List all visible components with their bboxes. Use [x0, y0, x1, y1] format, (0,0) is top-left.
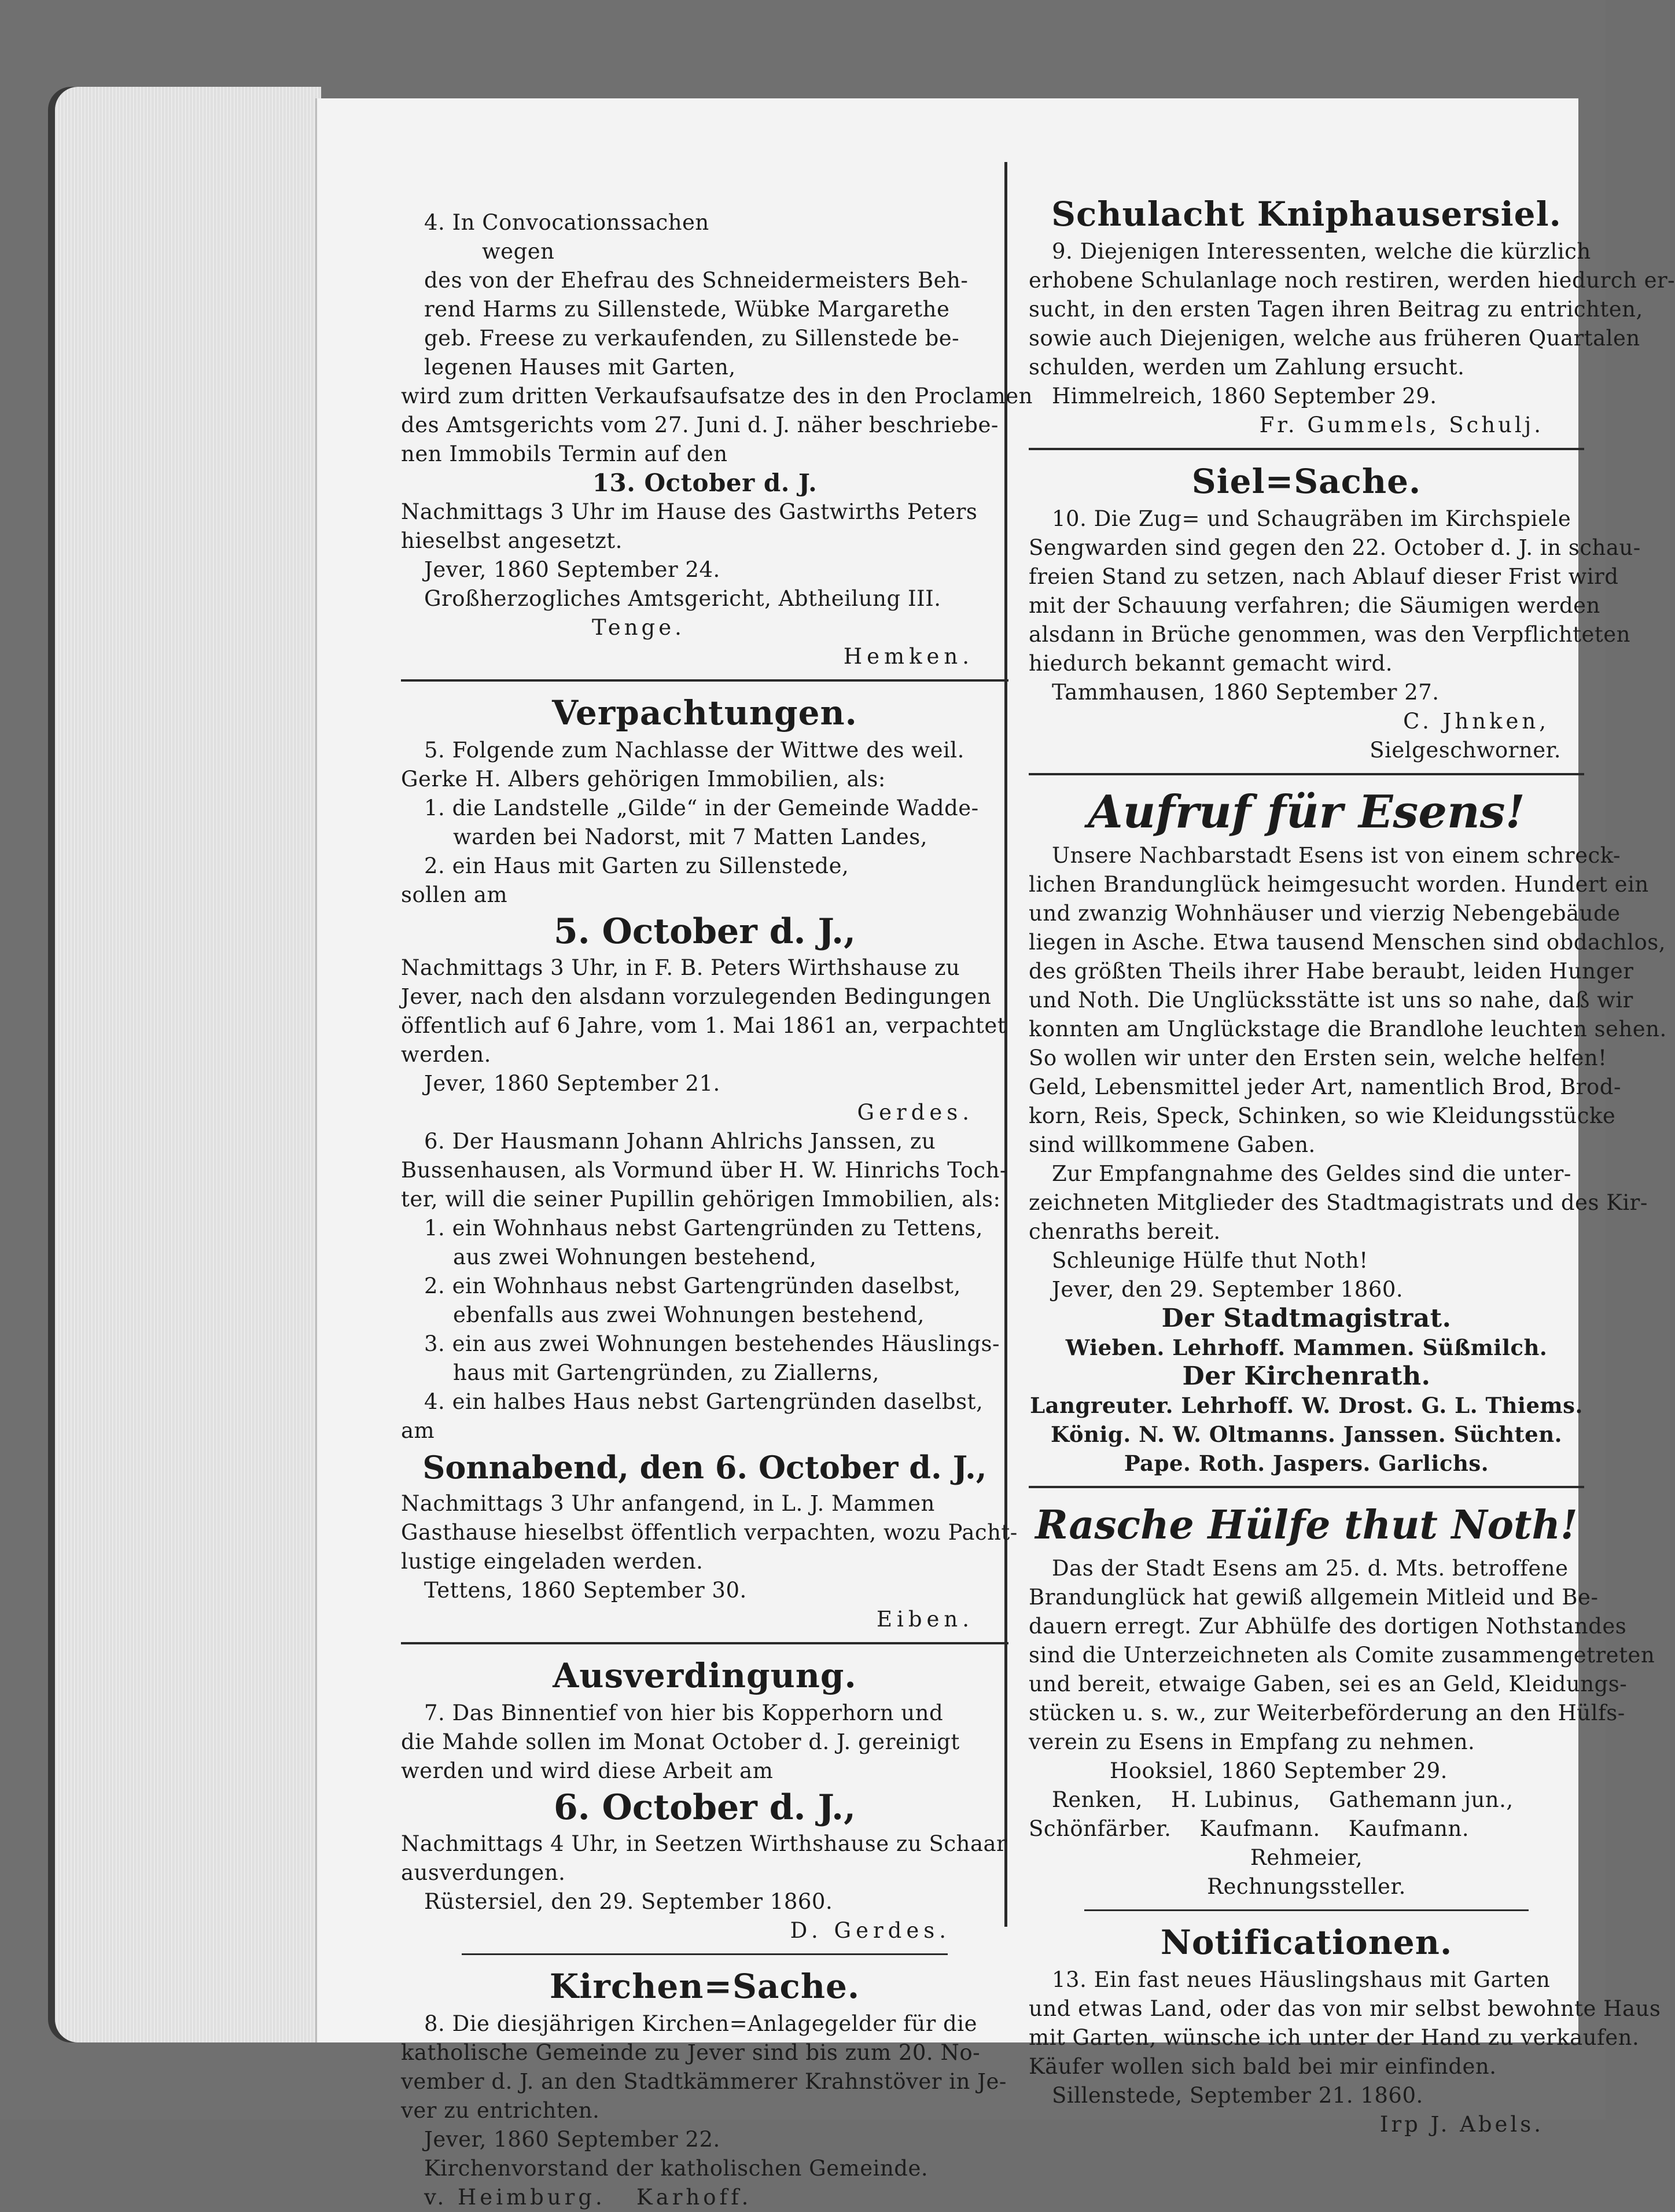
text-line: Nachmittags 3 Uhr im Hause des Gastwirths Peters [401, 499, 978, 524]
appeal-heading: Rasche Hülfe thut Noth! [1035, 1502, 1578, 1548]
signature: Eiben. [876, 1607, 974, 1632]
text-line: am [401, 1418, 435, 1443]
signature: Fr. Gummels, Schulj. [1259, 413, 1544, 437]
text-line: sollen am [401, 882, 508, 907]
text-line: Bussenhausen, als Vormund über H. W. Hinrichs Toch- [401, 1158, 1007, 1183]
text-line: 4. ein halbes Haus nebst Gartengründen daselbst, [424, 1389, 984, 1414]
text-line: ebenfalls aus zwei Wohnungen bestehend, [453, 1302, 925, 1327]
text-line: wegen [482, 239, 555, 264]
appeal-heading: Aufruf für Esens! [1088, 786, 1525, 838]
text-line: zeichneten Mitglieder des Stadtmagistrats und des Kir- [1029, 1190, 1648, 1215]
text-line: 7. Das Binnentief von hier bis Kopperhorn und [424, 1701, 944, 1725]
text-line: hiedurch bekannt gemacht wird. [1029, 651, 1393, 676]
text-line: chenraths bereit. [1029, 1219, 1221, 1244]
signature: Rehmeier, [1250, 1845, 1363, 1870]
text-line: und etwas Land, oder das von mir selbst bewohnte Haus [1029, 1996, 1661, 2021]
text-line: alsdann in Brüche genommen, was den Verpflichteten [1029, 622, 1631, 647]
notice-date: 6. October d. J., [554, 1787, 856, 1828]
text-line: wird zum dritten Verkaufsaufsatze des in den Proclamen [401, 384, 1033, 408]
text-line: Geld, Lebensmittel jeder Art, namentlich Brod, Brod- [1029, 1074, 1621, 1099]
text-line: Jever, 1860 September 24. [424, 557, 720, 582]
text-line: liegen in Asche. Etwa tausend Menschen sind obdachlos, [1029, 930, 1666, 955]
text-line: Schleunige Hülfe thut Noth! [1052, 1248, 1368, 1273]
text-line: ausverdungen. [401, 1860, 566, 1885]
section-notificationen [1029, 1919, 1661, 2139]
text-line: Tammhausen, 1860 September 27. [1052, 680, 1440, 705]
signature-title: Schönfärber. Kaufmann. Kaufmann. [1029, 1816, 1470, 1841]
signature: Tenge. [592, 615, 685, 640]
signatory-names: Pape. Roth. Jaspers. Garlichs. [1124, 1451, 1489, 1476]
section-heading: Verpachtungen. [552, 693, 857, 733]
signature-title: Sielgeschworner. [1370, 738, 1561, 763]
text-line: Das der Stadt Esens am 25. d. Mts. betroffene [1052, 1556, 1569, 1581]
signature: Renken, H. Lubinus, Gathemann jun., [1052, 1787, 1514, 1812]
notice-date: 5. October d. J., [554, 911, 856, 952]
signature: C. Jhnken, [1403, 709, 1549, 734]
text-line: ter, will die seiner Pupillin gehörigen Immobilien, als: [401, 1187, 1001, 1212]
text-line: Jever, nach den alsdann vorzulegenden Bedingungen [401, 984, 992, 1009]
section-rule [1029, 773, 1584, 775]
text-line: Jever, 1860 September 22. [424, 2127, 720, 2152]
text-line: werden. [401, 1042, 491, 1067]
section-heading: Kirchen=Sache. [549, 1967, 860, 2006]
signature: Gerdes. [857, 1100, 974, 1125]
text-line: freien Stand zu setzen, nach Ablauf dieser Frist wird [1029, 564, 1619, 589]
text-line: 8. Die diesjährigen Kirchen=Anlagegelder für die [424, 2011, 977, 2036]
section-rule [1029, 448, 1584, 450]
text-line: Nachmittags 4 Uhr, in Seetzen Wirthshause zu Schaar [401, 1831, 1007, 1856]
text-line: mit der Schauung verfahren; die Säumigen werden [1029, 593, 1600, 618]
book-page-edges [55, 87, 321, 2042]
text-line: Hooksiel, 1860 September 29. [1110, 1758, 1448, 1783]
text-line: des von der Ehefrau des Schneidermeisters Beh- [424, 268, 969, 293]
text-line: werden und wird diese Arbeit am [401, 1758, 774, 1783]
text-line: Zur Empfangnahme des Geldes sind die unter- [1052, 1161, 1571, 1186]
text-line: 13. Ein fast neues Häuslingshaus mit Garten [1052, 1967, 1551, 1992]
section-kirchen [401, 1963, 1008, 2212]
text-line: sucht, in den ersten Tagen ihren Beitrag zu entrichten, [1029, 297, 1643, 322]
text-line: des Amtsgerichts vom 27. Juni d. J. näher beschriebe- [401, 413, 999, 437]
text-line: Käufer wollen sich bald bei mir einfinden. [1029, 2054, 1497, 2079]
text-line: legenen Hauses mit Garten, [424, 355, 736, 380]
text-line: Himmelreich, 1860 September 29. [1052, 384, 1437, 408]
text-line: lichen Brandunglück heimgesucht worden. Hundert ein [1029, 872, 1649, 897]
text-line: Nachmittags 3 Uhr anfangend, in L. J. Mammen [401, 1491, 935, 1516]
text-line: konnten am Unglückstage die Brandlohe leuchten sehen. [1029, 1017, 1667, 1041]
signature: D. Gerdes. [790, 1918, 951, 1943]
text-line: vember d. J. an den Stadtkämmerer Krahnstöver in Je- [401, 2069, 1007, 2094]
text-line: stücken u. s. w., zur Weiterbeförderung an den Hülfs- [1029, 1701, 1625, 1725]
text-line: Großherzogliches Amtsgericht, Abtheilung III. [424, 586, 941, 611]
text-line: geb. Freese zu verkaufenden, zu Sillenstede be- [424, 326, 960, 351]
text-line: Tettens, 1860 September 30. [424, 1578, 747, 1603]
text-line: die Mahde sollen im Monat October d. J. gereinigt [401, 1729, 960, 1754]
section-rule [1084, 1909, 1529, 1911]
text-line: dauern erregt. Zur Abhülfe des dortigen Nothstandes [1029, 1614, 1627, 1639]
notice-4 [401, 208, 1033, 671]
signature: Irp J. Abels. [1379, 2112, 1544, 2137]
text-line: 10. Die Zug= und Schaugräben im Kirchspiele [1052, 506, 1571, 531]
text-line: 3. ein aus zwei Wohnungen bestehendes Häuslings- [424, 1331, 1000, 1356]
text-line: hieselbst angesetzt. [401, 528, 623, 553]
text-line: und zwanzig Wohnhäuser und vierzig Nebengebäude [1029, 901, 1621, 926]
notice-date: 13. October d. J. [592, 469, 818, 497]
text-line: und bereit, etwaige Gaben, sei es an Geld, Kleidungs- [1029, 1672, 1628, 1696]
section-heading: Notificationen. [1160, 1923, 1453, 1962]
text-line: ver zu entrichten. [401, 2098, 600, 2123]
text-line: 5. Folgende zum Nachlasse der Wittwe des weil. [424, 738, 964, 763]
text-line: mit Garten, wünsche ich unter der Hand zu verkaufen. [1029, 2025, 1640, 2050]
text-line: 1. die Landstelle „Gilde“ in der Gemeinde Wadde- [424, 796, 979, 820]
text-line: Sillenstede, September 21. 1860. [1052, 2083, 1423, 2108]
section-verpachtungen [401, 690, 1018, 1634]
section-heading: Schulacht Kniphausersiel. [1051, 194, 1562, 234]
section-rule [1029, 1486, 1584, 1488]
signatory-group: Der Kirchenrath. [1182, 1361, 1431, 1391]
text-line: öffentlich auf 6 Jahre, vom 1. Mai 1861 an, verpachtet [401, 1013, 1007, 1038]
text-line: 2. ein Haus mit Garten zu Sillenstede, [424, 853, 849, 878]
text-line: lustige eingeladen werden. [401, 1549, 704, 1574]
text-line: 1. ein Wohnhaus nebst Gartengründen zu Tettens, [424, 1216, 983, 1241]
section-heading: Siel=Sache. [1191, 462, 1422, 501]
text-line: 4. In Convocationssachen [424, 210, 709, 235]
section-siel [1029, 458, 1641, 765]
section-rule [401, 1642, 1008, 1644]
signatory-names: König. N. W. Oltmanns. Janssen. Süchten. [1051, 1422, 1562, 1447]
text-line: aus zwei Wohnungen bestehend, [453, 1245, 817, 1269]
text-line: erhobene Schulanlage noch restiren, werden hiedurch er- [1029, 268, 1675, 293]
section-schulacht [1029, 191, 1675, 440]
text-line: schulden, werden um Zahlung ersucht. [1029, 355, 1465, 380]
text-line: rend Harms zu Sillenstede, Wübke Margarethe [424, 297, 950, 322]
text-line: Brandunglück hat gewiß allgemein Mitleid und Be- [1029, 1585, 1599, 1610]
text-line: 6. Der Hausmann Johann Ahlrichs Janssen, zu [424, 1129, 936, 1154]
text-line: Rüstersiel, den 29. September 1860. [424, 1889, 833, 1914]
text-line: Gerke H. Albers gehörigen Immobilien, als: [401, 767, 886, 792]
signature-title: Rechnungssteller. [1207, 1874, 1406, 1899]
text-line: Unsere Nachbarstadt Esens ist von einem schreck- [1052, 843, 1621, 868]
signature: Hemken. [843, 644, 974, 669]
text-line: So wollen wir unter den Ersten sein, welche helfen! [1029, 1046, 1607, 1070]
section-rasche [1029, 1496, 1655, 1901]
signatory-group: Der Stadtmagistrat. [1161, 1304, 1452, 1333]
section-ausverdingung [401, 1652, 1008, 1945]
text-line: 2. ein Wohnhaus nebst Gartengründen daselbst, [424, 1274, 961, 1298]
section-rule [401, 679, 1008, 682]
text-line: verein zu Esens in Empfang zu nehmen. [1029, 1729, 1475, 1754]
newspaper-page [315, 98, 1675, 2210]
text-line: sowie auch Diejenigen, welche aus früheren Quartalen [1029, 326, 1640, 351]
signature: v. Heimburg. Karhoff. [424, 2185, 752, 2210]
text-line: 9. Diejenigen Interessenten, welche die kürzlich [1052, 239, 1591, 264]
signatory-names: Langreuter. Lehrhoff. W. Drost. G. L. Thiems. [1030, 1393, 1583, 1418]
section-heading: Ausverdingung. [553, 1656, 857, 1695]
text-line: Nachmittags 3 Uhr, in F. B. Peters Wirthshause zu [401, 955, 960, 980]
text-line: katholische Gemeinde zu Jever sind bis zum 20. No- [401, 2040, 981, 2065]
text-line: sind willkommene Gaben. [1029, 1132, 1316, 1157]
text-line: sind die Unterzeichneten als Comite zusammengetreten [1029, 1643, 1655, 1668]
text-line: Kirchenvorstand der katholischen Gemeinde. [424, 2156, 929, 2181]
text-line: Jever, den 29. September 1860. [1052, 1277, 1404, 1302]
text-line: Gasthause hieselbst öffentlich verpachten, wozu Pacht- [401, 1520, 1018, 1545]
notice-date: Sonnabend, den 6. October d. J., [422, 1449, 987, 1486]
text-line: warden bei Nadorst, mit 7 Matten Landes, [453, 825, 928, 849]
section-aufruf [1029, 783, 1667, 1478]
right-column [1029, 191, 1675, 2139]
section-rule [462, 1953, 948, 1955]
text-line: Sengwarden sind gegen den 22. October d. J. in schau- [1029, 535, 1641, 560]
left-column [401, 208, 1033, 2212]
text-line: des größten Theils ihrer Habe beraubt, leiden Hunger [1029, 959, 1634, 984]
text-line: korn, Reis, Speck, Schinken, so wie Kleidungsstücke [1029, 1103, 1616, 1128]
signatory-names: Wieben. Lehrhoff. Mammen. Süßmilch. [1065, 1335, 1548, 1360]
text-line: Jever, 1860 September 21. [424, 1071, 720, 1096]
text-line: und Noth. Die Unglücksstätte ist uns so nahe, daß wir [1029, 988, 1633, 1013]
text-line: haus mit Gartengründen, zu Ziallerns, [453, 1360, 879, 1385]
text-line: nen Immobils Termin auf den [401, 441, 728, 466]
